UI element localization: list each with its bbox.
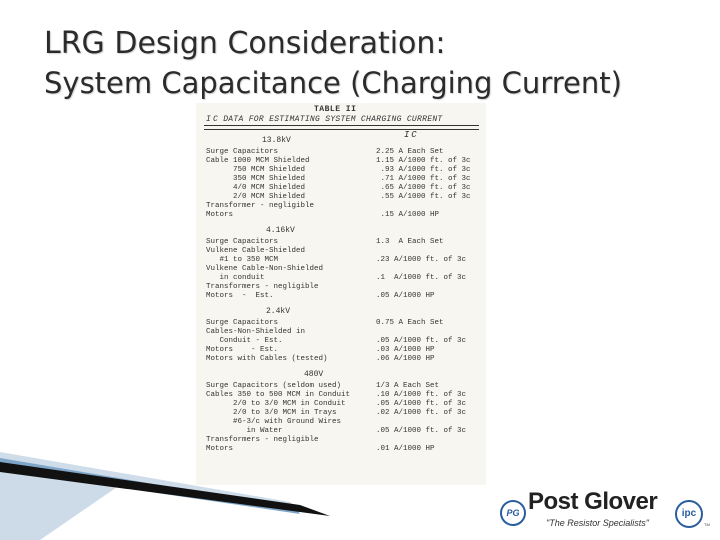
ipc-logo-icon: ipc bbox=[675, 500, 703, 528]
row-value: .15 A/1000 HP bbox=[376, 211, 440, 219]
row-value: .05 A/1000 ft. of 3c bbox=[376, 400, 467, 408]
row-label: Motors - Est. bbox=[206, 292, 274, 300]
row-label: Motors bbox=[206, 211, 234, 219]
row-label: Motors - Est. bbox=[206, 346, 279, 354]
row-label: 2/0 MCM Shielded bbox=[206, 193, 306, 201]
row-value: .03 A/1000 HP bbox=[376, 346, 435, 354]
slide-subtitle: System Capacitance (Charging Current) bbox=[44, 66, 622, 100]
row-label: Surge Capacitors bbox=[206, 148, 279, 156]
row-value: 1/3 A Each Set bbox=[376, 382, 440, 390]
row-label: 2/0 to 3/0 MCM in Trays bbox=[206, 409, 337, 417]
row-value: .05 A/1000 ft. of 3c bbox=[376, 337, 467, 345]
column-header: I C bbox=[404, 130, 417, 140]
row-label: Cables 350 to 500 MCM in Conduit bbox=[206, 391, 351, 399]
row-label: 4/0 MCM Shielded bbox=[206, 184, 306, 192]
post-glover-logo bbox=[500, 486, 715, 536]
row-label: Surge Capacitors (seldom used) bbox=[206, 382, 342, 390]
row-label: Transformers - negligible bbox=[206, 283, 319, 291]
row-label: 750 MCM Shielded bbox=[206, 166, 306, 174]
row-label: 2/0 to 3/0 MCM in Conduit bbox=[206, 400, 346, 408]
row-value: .05 A/1000 ft. of 3c bbox=[376, 427, 467, 435]
row-label: in Water bbox=[206, 427, 283, 435]
row-value: .01 A/1000 HP bbox=[376, 445, 435, 453]
row-value: .71 A/1000 ft. of 3c bbox=[376, 175, 471, 183]
row-value: .05 A/1000 HP bbox=[376, 292, 435, 300]
section-voltage: 13.8kV bbox=[262, 136, 291, 145]
row-label: 350 MCM Shielded bbox=[206, 175, 306, 183]
row-value: .23 A/1000 ft. of 3c bbox=[376, 256, 467, 264]
row-label: Conduit - Est. bbox=[206, 337, 283, 345]
row-label: Surge Capacitors bbox=[206, 319, 279, 327]
logo-name: Post Glover bbox=[528, 488, 658, 515]
slide-title: LRG Design Consideration: bbox=[44, 26, 446, 61]
row-value: 1.15 A/1000 ft. of 3c bbox=[376, 157, 471, 165]
row-label: Motors with Cables (tested) bbox=[206, 355, 328, 363]
row-value: 2.25 A Each Set bbox=[376, 148, 444, 156]
row-label: Vulkene Cable-Shielded bbox=[206, 247, 306, 255]
row-value: .1 A/1000 ft. of 3c bbox=[376, 274, 467, 282]
row-value: .02 A/1000 ft. of 3c bbox=[376, 409, 467, 417]
row-value: .06 A/1000 HP bbox=[376, 355, 435, 363]
section-voltage: 2.4kV bbox=[266, 307, 291, 316]
row-label: Cable 1000 MCM Shielded bbox=[206, 157, 310, 165]
row-label: #1 to 350 MCM bbox=[206, 256, 279, 264]
logo-tagline: "The Resistor Specialists" bbox=[546, 518, 649, 528]
row-label: Transformers - negligible bbox=[206, 436, 319, 444]
row-label: Motors bbox=[206, 445, 234, 453]
row-value: .55 A/1000 ft. of 3c bbox=[376, 193, 471, 201]
trademark-mark: TM bbox=[704, 522, 710, 527]
section-voltage: 4.16kV bbox=[266, 226, 295, 235]
section-voltage: 480V bbox=[304, 370, 324, 379]
row-label: #6-3/c with Ground Wires bbox=[206, 418, 342, 426]
row-label: Transformer - negligible bbox=[206, 202, 315, 210]
row-value: 0.75 A Each Set bbox=[376, 319, 444, 327]
pg-logo-icon: PG bbox=[500, 500, 526, 526]
row-label: Vulkene Cable-Non-Shielded bbox=[206, 265, 324, 273]
row-value: .10 A/1000 ft. of 3c bbox=[376, 391, 467, 399]
row-value: .93 A/1000 ft. of 3c bbox=[376, 166, 471, 174]
table-number: TABLE II bbox=[314, 105, 357, 114]
row-label: Surge Capacitors bbox=[206, 238, 279, 246]
row-label: in conduit bbox=[206, 274, 265, 282]
row-label: Cables-Non-Shielded in bbox=[206, 328, 306, 336]
row-value: .65 A/1000 ft. of 3c bbox=[376, 184, 471, 192]
table-caption: I C DATA FOR ESTIMATING SYSTEM CHARGING CURRENT bbox=[206, 115, 443, 124]
row-value: 1.3 A Each Set bbox=[376, 238, 444, 246]
